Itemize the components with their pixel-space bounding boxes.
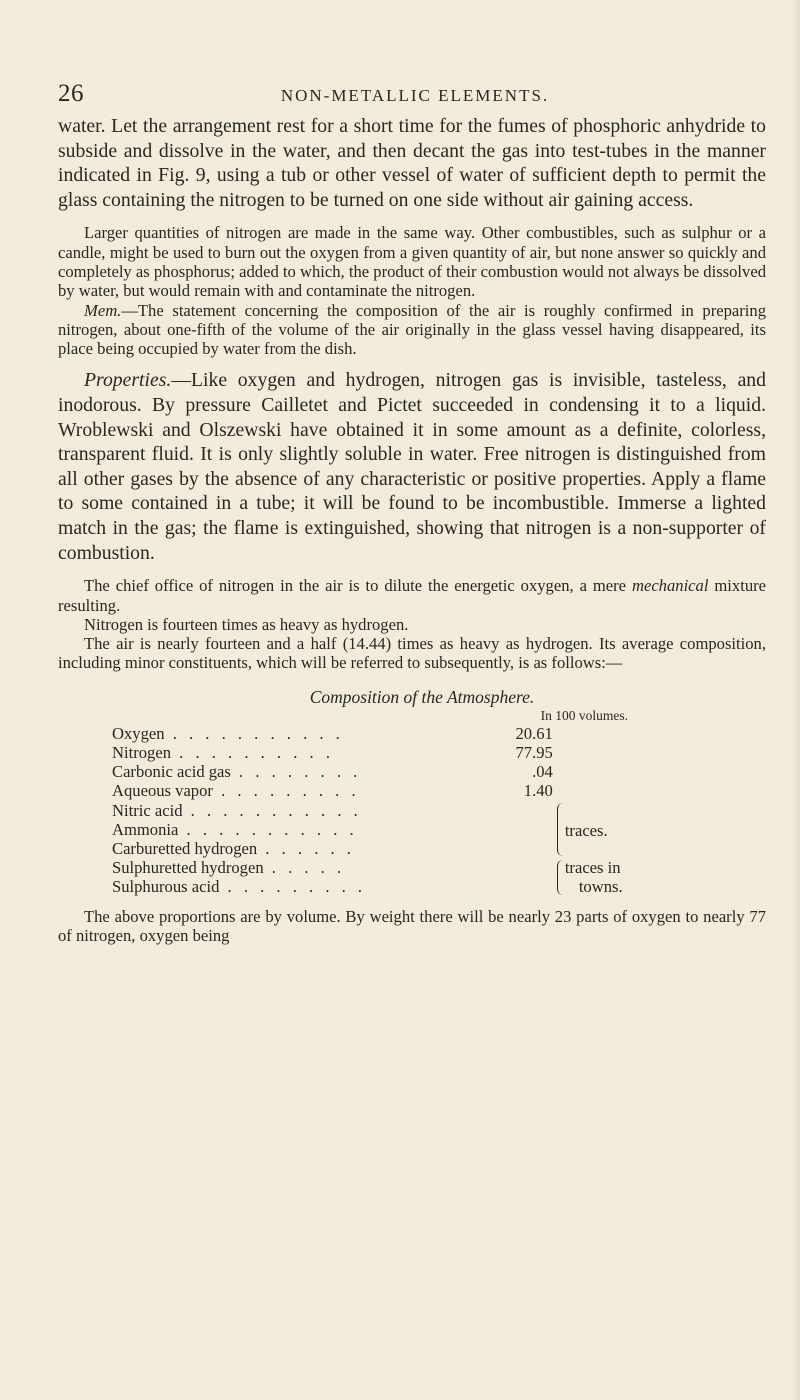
row-name: Sulphurous acid xyxy=(112,877,220,897)
table-row xyxy=(112,724,652,743)
emphasis: mechanical xyxy=(631,576,709,596)
table-row xyxy=(112,762,652,781)
table-row xyxy=(112,781,652,800)
table-row xyxy=(112,801,652,820)
page-header xyxy=(58,80,742,110)
page-number: 26 xyxy=(58,80,84,107)
row-value: .04 xyxy=(532,762,553,782)
page-edge-shadow xyxy=(792,0,800,1400)
row-value: 1.40 xyxy=(523,781,553,801)
leader-dots: . . . . . . xyxy=(257,838,355,858)
paragraph: Larger quantities of nitrogen are made in the same way. Other combustibles, such as sulphur or a candle, might be used to burn out the oxygen from a given quantity of air, but none answer so quickly and completely as phosphorus; added to which, the product of their combustion would not always be dissolved by water, but would remain with and contaminate the nitrogen. xyxy=(58,223,766,301)
row-name: Aqueous vapor xyxy=(112,781,213,801)
paragraph xyxy=(58,301,766,359)
leader-dots: . . . . . . . . . . . xyxy=(178,819,358,839)
row-name: Carburetted hydrogen xyxy=(112,838,258,858)
leader-dots: . . . . . . . . . . . xyxy=(164,723,344,743)
towns-note-line1: traces in xyxy=(564,858,621,878)
paragraph: Nitrogen is fourteen times as heavy as hydrogen. xyxy=(84,614,409,634)
page-body xyxy=(58,114,766,945)
table-row xyxy=(112,858,652,877)
leader-dots: . . . . . . . . xyxy=(230,762,362,782)
traces-note: traces. xyxy=(564,820,608,840)
paragraph-text: —Like oxygen and hydrogen, nitrogen gas is invisible, tasteless, and inodorous. By pressure Cailletet and Pictet succeeded in condensing it to a liquid. Wroblewski and Olszewski have obtained it in some amount as a definite, colorless, transparent fluid. It is only slightly soluble in water. Free nitrogen is distinguished from all other gases by the absence of any characteristic or positive properties. Apply a flame to some contained in a tube; it will be found to be incombustible. Immerse a lighted match in the gas; the flame is extinguished, showing that nitrogen is a non-supporter of combustion. xyxy=(58,369,766,564)
composition-table xyxy=(112,724,652,897)
row-name: Nitric acid xyxy=(112,800,183,820)
paragraph: water. Let the arrangement rest for a short time for the fumes of phosphoric anhydride to subside and dissolve in the water, and then decant the gas into test-tubes in the manner indicated in Fig. 9, using a tub or other vessel of water of sufficient depth to permit the glass containing the nitrogen to be turned on one side without air gaining access. xyxy=(58,115,766,211)
brace xyxy=(557,803,564,857)
paragraph xyxy=(58,576,766,615)
leader-dots: . . . . . . . . . xyxy=(212,781,360,801)
running-head: NON-METALLIC ELEMENTS. xyxy=(280,86,550,105)
row-name: Oxygen xyxy=(112,723,165,743)
paragraph: The air is nearly fourteen and a half (14.44) times as heavy as hydrogen. Its average composition, including minor constituents, which will be referred to subsequently, is as follows:— xyxy=(58,634,766,673)
paragraph xyxy=(58,368,766,565)
leader-dots: . . . . . . . . . . xyxy=(171,742,334,762)
brace xyxy=(557,860,564,894)
row-name: Sulphuretted hydrogen xyxy=(112,858,264,878)
towns-note-line2: towns. xyxy=(578,877,623,897)
leader-dots: . . . . . . . . . . . xyxy=(182,800,362,820)
table-title: Composition of the Atmosphere. xyxy=(309,686,535,707)
paragraph-lead: Properties. xyxy=(84,369,172,392)
paragraph: The above proportions are by volume. By weight there will be nearly 23 parts of oxygen to nearly 77 of nitrogen, oxygen being xyxy=(58,906,766,945)
towns-group xyxy=(557,858,652,896)
paragraph-text: mixture resulting. xyxy=(58,576,767,615)
leader-dots: . . . . . . . . . xyxy=(219,877,367,897)
table-units: In 100 volumes. xyxy=(540,707,628,723)
table-row xyxy=(112,743,652,762)
row-name: Ammonia xyxy=(112,819,179,839)
paragraph-text: The chief office of nitrogen in the air is to dilute the energetic oxygen, a mere xyxy=(84,576,632,596)
row-value: 20.61 xyxy=(515,723,553,743)
paragraph-lead: Mem. xyxy=(84,300,122,320)
leader-dots: . . . . . xyxy=(263,858,346,878)
row-value: 77.95 xyxy=(515,742,553,762)
paragraph-text: —The statement concerning the composition of the air is roughly confirmed in preparing nitrogen, about one-fifth of the volume of the air originally in the glass vessel having disappeared, its place being occupied by water from the dish. xyxy=(58,300,766,359)
row-name: Nitrogen xyxy=(112,742,171,762)
row-name: Carbonic acid gas xyxy=(112,762,231,782)
traces-group xyxy=(557,801,652,859)
